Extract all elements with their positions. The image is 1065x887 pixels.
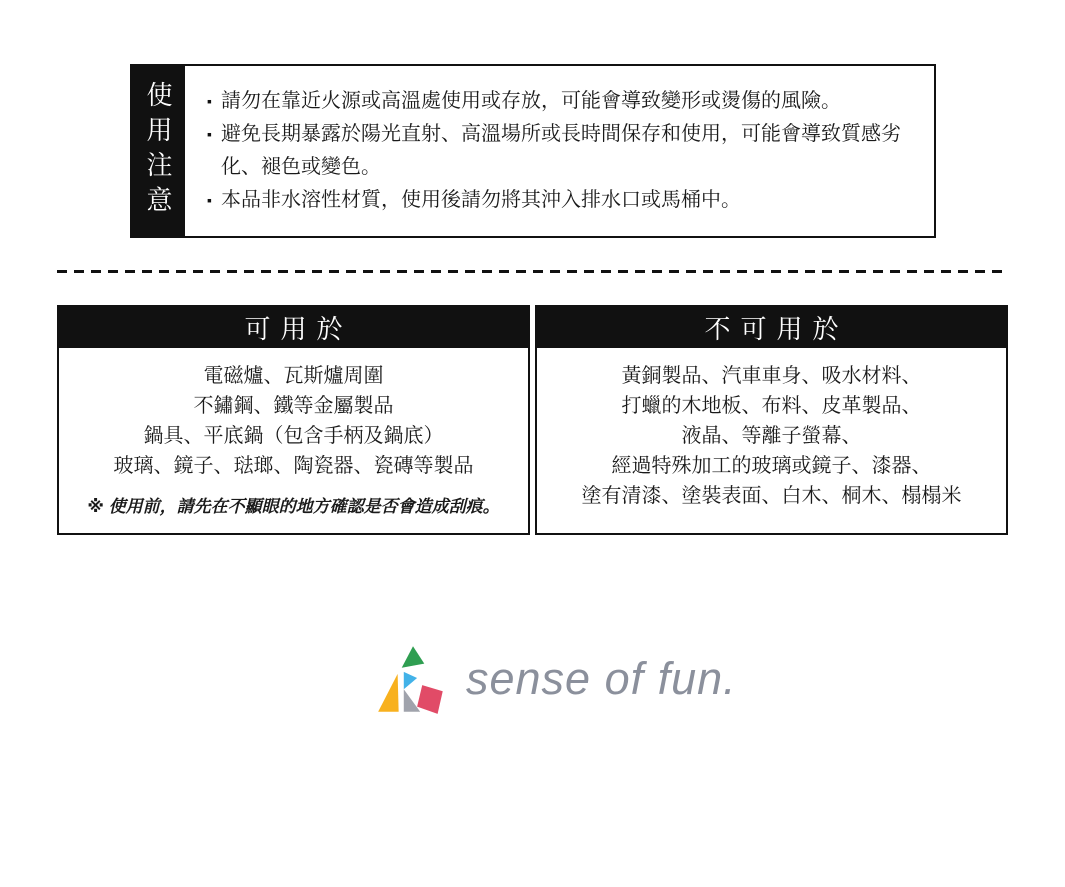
not-usable-on-table — [535, 305, 1008, 535]
logo-blue-triangle — [404, 672, 417, 689]
table-row: 鍋具、平底鍋（包含手柄及鍋底） — [143, 425, 444, 447]
table-row: 經過特殊加工的玻璃或鏡子、漆器、 — [611, 455, 932, 477]
table-row: 打蠟的木地板、布料、皮革製品、 — [621, 395, 922, 417]
notice-item-text: 避免長期暴露於陽光直射、高溫場所或長時間保存和使用，可能會導致質感劣化、褪色或變色。 — [220, 123, 901, 178]
usable-on-header: 可用於 — [59, 307, 528, 348]
table-row: 液晶、等離子螢幕、 — [681, 425, 862, 447]
usage-notice-box — [130, 64, 936, 238]
table-row: 塗有清漆、塗裝表面、白木、桐木、榻榻米 — [581, 485, 962, 507]
logo-yellow-triangle — [378, 674, 399, 712]
notice-item-text: 本品非水溶性材質，使用後請勿將其沖入排水口或馬桶中。 — [220, 189, 741, 211]
usage-notice-list — [185, 66, 934, 236]
notice-item — [207, 184, 916, 217]
scratch-test-note: ※ 使用前，請先在不顯眼的地方確認是否會造成刮痕。 — [87, 497, 500, 516]
brand-triangles-logo-icon — [372, 638, 454, 720]
table-row: 電磁爐、瓦斯爐周圍 — [203, 365, 384, 387]
usage-tables — [57, 305, 1008, 535]
brand-footer — [372, 638, 737, 720]
square-bullet-icon: ▪ — [207, 93, 212, 109]
logo-gray-triangle — [404, 689, 420, 712]
usable-on-body — [59, 348, 528, 533]
table-row: 不鏽鋼、鐵等金屬製品 — [193, 395, 394, 417]
not-usable-on-body — [537, 348, 1006, 533]
logo-red-parallelogram — [417, 685, 443, 714]
notice-item-text: 請勿在靠近火源或高溫處使用或存放，可能會導致變形或燙傷的風險。 — [220, 90, 841, 112]
usage-notice-vertical-label: 使用注意 — [132, 66, 185, 236]
notice-item — [207, 118, 916, 184]
notice-item — [207, 85, 916, 118]
not-usable-on-header: 不可用於 — [537, 307, 1006, 348]
brand-slogan: sense of fun. — [466, 653, 737, 704]
usable-on-table — [57, 305, 530, 535]
square-bullet-icon: ▪ — [207, 192, 212, 208]
dashed-divider — [57, 270, 1007, 273]
logo-green-triangle — [402, 646, 425, 668]
square-bullet-icon: ▪ — [207, 126, 212, 142]
table-row: 玻璃、鏡子、琺瑯、陶瓷器、瓷磚等製品 — [113, 455, 474, 477]
table-row: 黃銅製品、汽車車身、吸水材料、 — [621, 365, 922, 387]
